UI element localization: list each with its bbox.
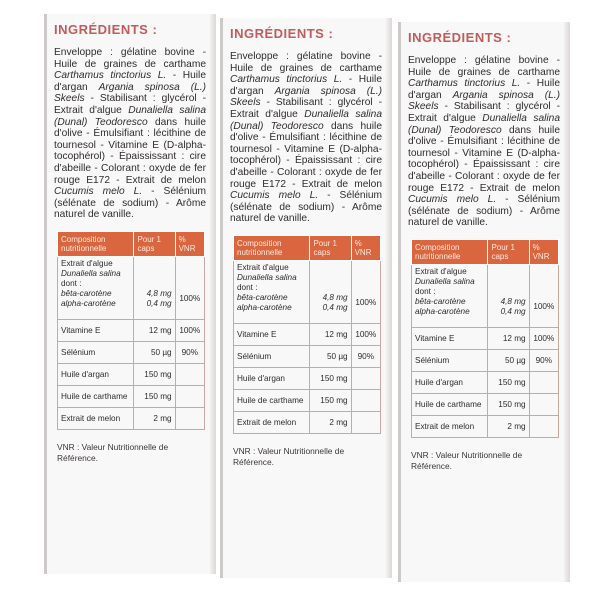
table-row	[412, 393, 559, 415]
row-vnr: 90%	[175, 341, 204, 363]
algae-cell	[58, 256, 134, 319]
row-amount: 12 mg	[488, 327, 529, 349]
ingredients-text: Enveloppe : gélatine bovine - Huile de graines de carthame Carthamus tinctorius L. - Huile d'argan Argania spinosa (L.) Skeels - Stabilisant : glycérol - Extrait d'algue Dunaliella salina (Dunal) Teodoresco dans huile d'olive - Émulsifiant : lécithine de tournesol - Vitamine E (D-alpha-tocophérol) - Épaississant : cire d'abeille - Colorant : oxyde de fer rouge E172 - Extrait de melon Cucumis melo L. - Sélénium (sélénate de sodium) - Arôme naturel de vanille.	[230, 51, 382, 225]
row-vnr	[529, 371, 558, 393]
algae-name: Extrait d'algue	[237, 262, 289, 272]
row-amount: 12 mg	[310, 323, 351, 345]
row-vnr: 90%	[529, 349, 558, 371]
row-name: Huile d'argan	[412, 371, 488, 393]
header-per-caps: Pour 1 caps	[488, 239, 529, 264]
algae-vnr: 100%	[351, 260, 380, 323]
ingredients-title: INGRÉDIENTS :	[54, 22, 158, 37]
header-composition: Composition nutritionnelle	[412, 239, 488, 264]
beta-carotene-amount: 4,8 mg	[322, 292, 348, 302]
nutrition-table	[233, 235, 381, 434]
row-amount: 150 mg	[310, 367, 351, 389]
row-vnr	[351, 411, 380, 433]
header-per-caps: Pour 1 caps	[134, 231, 175, 256]
algae-name: Extrait d'algue	[415, 266, 467, 276]
algae-dont: dont :	[61, 278, 82, 288]
algae-amounts	[310, 260, 351, 323]
ingredients-title: INGRÉDIENTS :	[408, 30, 512, 45]
row-vnr	[175, 407, 204, 429]
row-vnr	[529, 415, 558, 437]
vnr-footnote: VNR : Valeur Nutritionnelle de Référence.	[57, 441, 169, 463]
header-composition: Composition nutritionnelle	[234, 235, 310, 260]
row-vnr	[529, 393, 558, 415]
table-row	[412, 349, 559, 371]
table-row	[58, 319, 205, 341]
alpha-carotene-amount: 0,4 mg	[322, 302, 348, 312]
algae-species: Dunaliella salina	[237, 272, 297, 282]
row-amount: 150 mg	[488, 393, 529, 415]
label-panel-center	[220, 18, 392, 578]
table-row	[58, 363, 205, 385]
algae-name: Extrait d'algue	[61, 258, 113, 268]
algae-species: Dunaliella salina	[415, 276, 475, 286]
table-row	[412, 327, 559, 349]
row-name: Sélénium	[234, 345, 310, 367]
alpha-carotene-amount: 0,4 mg	[146, 298, 172, 308]
header-vnr: % VNR	[175, 231, 204, 256]
row-name: Vitamine E	[412, 327, 488, 349]
row-amount: 50 µg	[488, 349, 529, 371]
beta-carotene-amount: 4,8 mg	[500, 296, 526, 306]
table-row	[412, 371, 559, 393]
algae-amounts	[134, 256, 175, 319]
row-name: Huile de carthame	[234, 389, 310, 411]
nutrition-table	[57, 231, 205, 430]
beta-carotene-label: bêta-carotène	[237, 292, 288, 302]
row-name: Sélénium	[412, 349, 488, 371]
vnr-footnote: VNR : Valeur Nutritionnelle de Référence.	[411, 449, 523, 471]
algae-dont: dont :	[415, 286, 436, 296]
nutrition-table-header	[58, 231, 205, 256]
row-name: Huile d'argan	[58, 363, 134, 385]
row-amount: 150 mg	[488, 371, 529, 393]
table-row	[234, 411, 381, 433]
row-amount: 150 mg	[134, 363, 175, 385]
row-amount: 150 mg	[310, 389, 351, 411]
row-amount: 2 mg	[134, 407, 175, 429]
row-amount: 50 µg	[134, 341, 175, 363]
ingredients-title: INGRÉDIENTS :	[230, 26, 334, 41]
alpha-carotene-amount: 0,4 mg	[500, 306, 526, 316]
table-row	[412, 264, 559, 327]
row-name: Extrait de melon	[412, 415, 488, 437]
table-row	[234, 367, 381, 389]
row-name: Extrait de melon	[58, 407, 134, 429]
ingredients-text: Enveloppe : gélatine bovine - Huile de graines de carthame Carthamus tinctorius L. - Huile d'argan Argania spinosa (L.) Skeels - Stabilisant : glycérol - Extrait d'algue Dunaliella salina (Dunal) Teodoresco dans huile d'olive - Émulsifiant : lécithine de tournesol - Vitamine E (D-alpha-tocophérol) - Épaississant : cire d'abeille - Colorant : oxyde de fer rouge E172 - Extrait de melon Cucumis melo L. - Sélénium (sélénate de sodium) - Arôme naturel de vanille.	[54, 47, 206, 221]
table-row	[58, 341, 205, 363]
row-vnr	[175, 363, 204, 385]
algae-cell	[234, 260, 310, 323]
table-row	[412, 415, 559, 437]
row-name: Vitamine E	[234, 323, 310, 345]
ingredients-text: Enveloppe : gélatine bovine - Huile de graines de carthame Carthamus tinctorius L. - Huile d'argan Argania spinosa (L.) Skeels - Stabilisant : glycérol - Extrait d'algue Dunaliella salina (Dunal) Teodoresco dans huile d'olive - Émulsifiant : lécithine de tournesol - Vitamine E (D-alpha-tocophérol) - Épaississant : cire d'abeille - Colorant : oxyde de fer rouge E172 - Extrait de melon Cucumis melo L. - Sélénium (sélénate de sodium) - Arôme naturel de vanille.	[408, 55, 560, 229]
nutrition-table-header	[412, 239, 559, 264]
row-name: Vitamine E	[58, 319, 134, 341]
row-amount: 2 mg	[310, 411, 351, 433]
nutrition-table-header	[234, 235, 381, 260]
table-row	[58, 256, 205, 319]
algae-amounts	[488, 264, 529, 327]
row-vnr: 90%	[351, 345, 380, 367]
row-amount: 2 mg	[488, 415, 529, 437]
algae-species: Dunaliella salina	[61, 268, 121, 278]
table-row	[234, 345, 381, 367]
row-vnr: 100%	[351, 323, 380, 345]
label-panel-right	[398, 22, 570, 582]
algae-dont: dont :	[237, 282, 258, 292]
header-vnr: % VNR	[529, 239, 558, 264]
row-name: Huile de carthame	[412, 393, 488, 415]
header-composition: Composition nutritionnelle	[58, 231, 134, 256]
row-name: Huile de carthame	[58, 385, 134, 407]
vnr-footnote: VNR : Valeur Nutritionnelle de Référence.	[233, 445, 345, 467]
algae-vnr: 100%	[529, 264, 558, 327]
label-panel-left	[44, 14, 216, 574]
row-vnr: 100%	[175, 319, 204, 341]
row-amount: 50 µg	[310, 345, 351, 367]
alpha-carotene-label: alpha-carotène	[415, 306, 470, 316]
beta-carotene-label: bêta-carotène	[61, 288, 112, 298]
nutrition-table	[411, 239, 559, 438]
beta-carotene-label: bêta-carotène	[415, 296, 466, 306]
row-name: Huile d'argan	[234, 367, 310, 389]
row-name: Extrait de melon	[234, 411, 310, 433]
row-vnr	[351, 389, 380, 411]
table-row	[58, 385, 205, 407]
row-vnr: 100%	[529, 327, 558, 349]
row-amount: 12 mg	[134, 319, 175, 341]
row-vnr	[175, 385, 204, 407]
row-vnr	[351, 367, 380, 389]
row-name: Sélénium	[58, 341, 134, 363]
header-vnr: % VNR	[351, 235, 380, 260]
algae-cell	[412, 264, 488, 327]
row-amount: 150 mg	[134, 385, 175, 407]
alpha-carotene-label: alpha-carotène	[237, 302, 292, 312]
algae-vnr: 100%	[175, 256, 204, 319]
table-row	[234, 260, 381, 323]
table-row	[234, 389, 381, 411]
table-row	[58, 407, 205, 429]
header-per-caps: Pour 1 caps	[310, 235, 351, 260]
table-row	[234, 323, 381, 345]
alpha-carotene-label: alpha-carotène	[61, 298, 116, 308]
beta-carotene-amount: 4,8 mg	[146, 288, 172, 298]
